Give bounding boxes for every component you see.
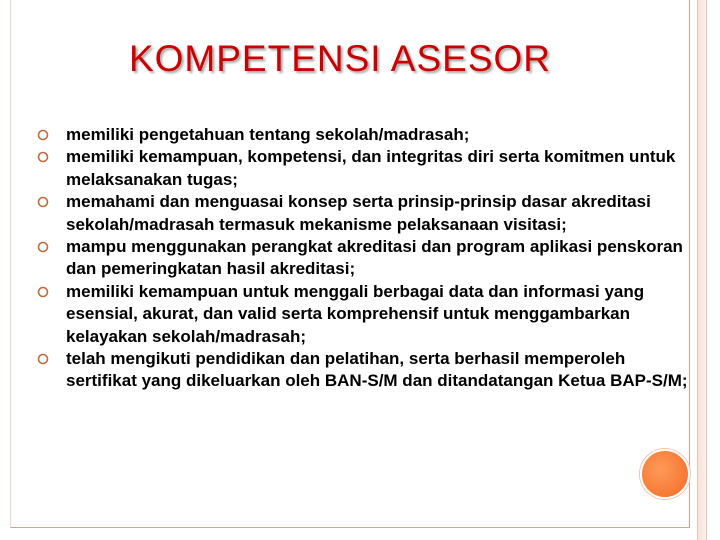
ring-bullet-icon	[36, 236, 66, 258]
ring-bullet-icon	[36, 281, 66, 303]
list-item	[36, 191, 696, 236]
list-item-text: memiliki kemampuan, kompetensi, dan integritas diri serta komitmen untuk melaksanakan tugas;	[66, 147, 676, 189]
list-item-text: telah mengikuti pendidikan dan pelatihan, serta berhasil memperoleh sertifikat yang dikeluarkan oleh BAN-S/M dan ditandatangan Ketua BAP-S/M;	[66, 349, 688, 391]
competency-list	[36, 124, 696, 393]
right-decorative-strip	[697, 0, 707, 540]
list-item	[36, 124, 696, 146]
list-item	[36, 146, 696, 191]
ring-bullet-icon	[36, 191, 66, 213]
list-item-text: memiliki kemampuan untuk menggali berbagai data dan informasi yang esensial, akurat, dan valid serta komprehensif untuk menggambarkan kelayakan sekolah/madrasah;	[66, 281, 645, 346]
ring-bullet-icon	[36, 146, 66, 168]
list-item	[36, 236, 696, 281]
list-item-text: memahami dan menguasai konsep serta prinsip-prinsip dasar akreditasi sekolah/madrasah termasuk mekanisme pelaksanaan visitasi;	[66, 192, 651, 234]
slide-title: KOMPETENSI ASESOR	[128, 38, 552, 79]
list-item	[36, 281, 696, 348]
ring-bullet-icon	[36, 124, 66, 146]
list-item	[36, 348, 696, 393]
list-item-text: mampu menggunakan perangkat akreditasi dan program aplikasi penskoran dan pemeringkatan hasil akreditasi;	[66, 237, 683, 279]
ring-bullet-icon	[36, 348, 66, 370]
orange-circle-decoration	[640, 449, 690, 499]
list-item-text: memiliki pengetahuan tentang sekolah/madrasah;	[66, 125, 470, 144]
